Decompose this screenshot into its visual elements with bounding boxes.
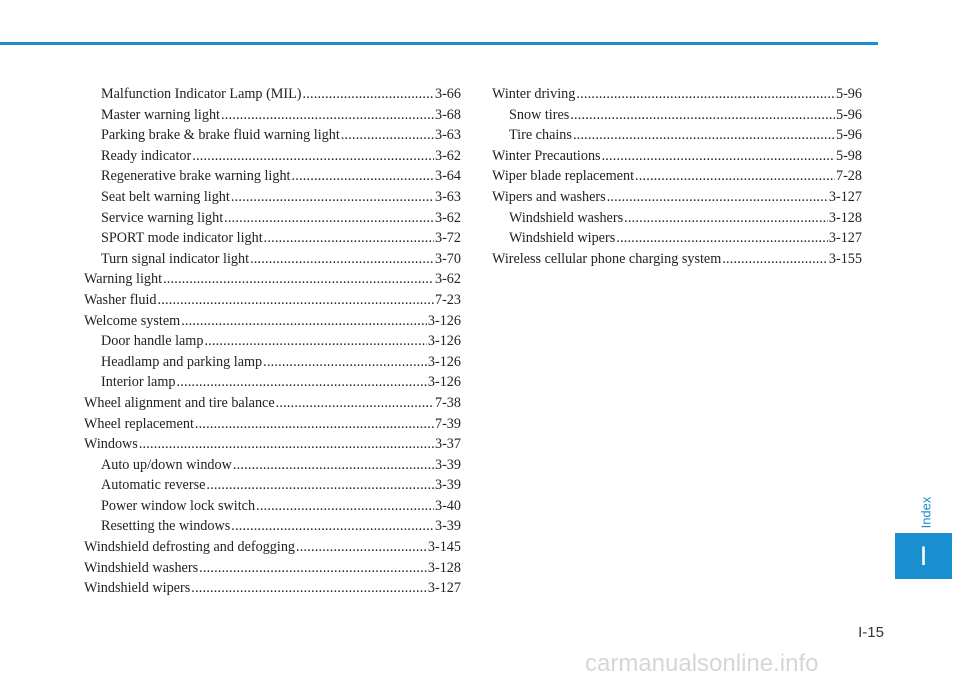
index-entry[interactable] bbox=[492, 187, 862, 208]
index-entry[interactable] bbox=[84, 475, 461, 496]
index-entry-label: Automatic reverse bbox=[101, 477, 206, 494]
index-entry-label: SPORT mode indicator light bbox=[101, 230, 263, 247]
index-entry-page: 3-126 bbox=[427, 374, 461, 391]
dot-leader bbox=[206, 475, 434, 496]
index-entry[interactable] bbox=[492, 228, 862, 249]
index-entry-page: 3-70 bbox=[434, 250, 461, 267]
dot-leader bbox=[256, 496, 434, 517]
index-column-left bbox=[84, 84, 461, 599]
index-entry[interactable] bbox=[84, 372, 461, 393]
watermark: carmanualsonline.info bbox=[585, 650, 819, 677]
index-entry[interactable] bbox=[84, 269, 461, 290]
index-entry-page: 5-96 bbox=[835, 106, 862, 123]
index-entry-page: 3-66 bbox=[434, 86, 461, 102]
index-entry-label: Resetting the windows bbox=[101, 518, 231, 535]
index-entry-label: Wheel replacement bbox=[84, 415, 194, 432]
dot-leader bbox=[635, 166, 835, 187]
section-tab[interactable] bbox=[895, 533, 952, 579]
index-entry[interactable] bbox=[84, 516, 461, 537]
dot-leader bbox=[303, 84, 434, 105]
index-entry[interactable] bbox=[84, 537, 461, 558]
index-entry[interactable] bbox=[492, 166, 862, 187]
dot-leader bbox=[204, 331, 426, 352]
index-entry-label: Wiper blade replacement bbox=[492, 168, 635, 185]
index-entry[interactable] bbox=[84, 434, 461, 455]
index-entry[interactable] bbox=[492, 208, 862, 229]
index-entry-label: Regenerative brake warning light bbox=[101, 168, 291, 185]
index-entry[interactable] bbox=[84, 228, 461, 249]
index-entry-label: Wheel alignment and tire balance bbox=[84, 394, 275, 411]
dot-leader bbox=[341, 125, 434, 146]
index-entry[interactable] bbox=[84, 125, 461, 146]
index-entry-page: 3-39 bbox=[434, 477, 461, 494]
index-entry-page: 5-96 bbox=[835, 127, 862, 144]
index-entry-label: Windshield wipers bbox=[509, 230, 616, 247]
dot-leader bbox=[231, 187, 434, 208]
index-entry-label: Winter Precautions bbox=[492, 147, 601, 164]
dot-leader bbox=[231, 516, 434, 537]
index-entry-label: Interior lamp bbox=[101, 374, 176, 391]
index-entry-page: 3-39 bbox=[434, 456, 461, 473]
index-entry-label: Windshield washers bbox=[84, 559, 199, 576]
page-number: I-15 bbox=[858, 624, 884, 641]
dot-leader bbox=[176, 372, 426, 393]
index-entry[interactable] bbox=[84, 166, 461, 187]
index-entry-label: Door handle lamp bbox=[101, 333, 204, 350]
index-entry-page: 3-62 bbox=[434, 147, 461, 164]
dot-leader bbox=[607, 187, 828, 208]
dot-leader bbox=[263, 352, 427, 373]
index-entry-label: Windows bbox=[84, 436, 138, 453]
index-entry-label: Malfunction Indicator Lamp (MIL) bbox=[101, 86, 302, 102]
dot-leader bbox=[195, 414, 434, 435]
index-entry-page: 3-72 bbox=[434, 230, 461, 247]
index-entry-page: 3-62 bbox=[434, 209, 461, 226]
index-entry[interactable] bbox=[492, 125, 862, 146]
index-entry-label: Ready indicator bbox=[101, 147, 192, 164]
index-entry-label: Power window lock switch bbox=[101, 497, 256, 514]
dot-leader bbox=[192, 146, 434, 167]
index-entry-label: Seat belt warning light bbox=[101, 188, 230, 205]
index-entry-page: 5-98 bbox=[835, 147, 862, 164]
index-column-right bbox=[492, 84, 862, 269]
index-entry[interactable] bbox=[84, 455, 461, 476]
index-entry-label: Snow tires bbox=[509, 106, 570, 123]
dot-leader bbox=[722, 249, 828, 270]
index-entry-label: Headlamp and parking lamp bbox=[101, 353, 263, 370]
index-entry[interactable] bbox=[492, 84, 862, 105]
index-entry-page: 3-63 bbox=[434, 127, 461, 144]
dot-leader bbox=[276, 393, 434, 414]
index-entry-label: Master warning light bbox=[101, 106, 220, 123]
index-entry-label: Wireless cellular phone charging system bbox=[492, 250, 722, 267]
index-entry[interactable] bbox=[84, 311, 461, 332]
index-entry-label: Tire chains bbox=[509, 127, 572, 144]
index-entry[interactable] bbox=[492, 146, 862, 167]
index-entry-label: Warning light bbox=[84, 271, 163, 288]
dot-leader bbox=[181, 311, 427, 332]
dot-leader bbox=[616, 228, 828, 249]
index-entry-page: 3-62 bbox=[434, 271, 461, 288]
index-entry[interactable] bbox=[84, 105, 461, 126]
index-entry-page: 7-28 bbox=[835, 168, 862, 185]
index-entry-label: Service warning light bbox=[101, 209, 224, 226]
index-entry-page: 3-40 bbox=[434, 497, 461, 514]
index-entry[interactable] bbox=[84, 393, 461, 414]
index-entry-label: Windshield washers bbox=[509, 209, 624, 226]
index-entry[interactable] bbox=[84, 496, 461, 517]
dot-leader bbox=[296, 537, 427, 558]
section-label bbox=[900, 492, 952, 532]
dot-leader bbox=[158, 290, 434, 311]
index-entry[interactable] bbox=[84, 290, 461, 311]
index-entry-label: Winter driving bbox=[492, 86, 576, 102]
index-entry[interactable] bbox=[84, 414, 461, 435]
dot-leader bbox=[573, 125, 835, 146]
index-entry[interactable] bbox=[492, 105, 862, 126]
index-entry-page: 3-37 bbox=[434, 436, 461, 453]
index-entry-page: 3-127 bbox=[828, 230, 862, 247]
index-entry-page: 3-127 bbox=[427, 580, 461, 597]
index-entry[interactable] bbox=[84, 187, 461, 208]
index-entry[interactable] bbox=[84, 352, 461, 373]
index-entry-label: Parking brake & brake fluid warning light bbox=[101, 127, 340, 144]
index-entry-page: 7-38 bbox=[434, 394, 461, 411]
dot-leader bbox=[602, 146, 835, 167]
header-rule bbox=[0, 42, 878, 45]
section-tab-letter: I bbox=[919, 540, 928, 571]
dot-leader bbox=[624, 208, 828, 229]
dot-leader bbox=[264, 228, 434, 249]
dot-leader bbox=[199, 558, 427, 579]
dot-leader bbox=[250, 249, 434, 270]
index-entry-page: 3-145 bbox=[427, 539, 461, 556]
index-entry-page: 7-39 bbox=[434, 415, 461, 432]
dot-leader bbox=[221, 105, 434, 126]
section-label-text: Index bbox=[918, 496, 934, 528]
index-entry-label: Welcome system bbox=[84, 312, 181, 329]
index-entry[interactable] bbox=[84, 331, 461, 352]
index-entry-label: Windshield wipers bbox=[84, 580, 191, 597]
index-entry-page: 3-64 bbox=[434, 168, 461, 185]
index-entry-label: Turn signal indicator light bbox=[101, 250, 250, 267]
dot-leader bbox=[576, 84, 835, 105]
index-entry-page: 3-127 bbox=[828, 188, 862, 205]
index-entry[interactable] bbox=[84, 249, 461, 270]
index-entry[interactable] bbox=[84, 146, 461, 167]
dot-leader bbox=[233, 455, 434, 476]
index-entry-page: 7-23 bbox=[434, 291, 461, 308]
index-entry-page: 3-126 bbox=[427, 353, 461, 370]
index-entry-label: Wipers and washers bbox=[492, 188, 606, 205]
index-entry-label: Auto up/down window bbox=[101, 456, 232, 473]
index-entry-page: 3-39 bbox=[434, 518, 461, 535]
index-entry[interactable] bbox=[84, 208, 461, 229]
dot-leader bbox=[570, 105, 835, 126]
index-entry-page: 3-155 bbox=[828, 250, 862, 267]
index-entry-label: Washer fluid bbox=[84, 291, 157, 308]
index-entry-page: 3-63 bbox=[434, 188, 461, 205]
index-entry-page: 3-128 bbox=[828, 209, 862, 226]
index-entry-page: 3-126 bbox=[427, 312, 461, 329]
index-entry-page: 5-96 bbox=[835, 86, 862, 102]
index-entry[interactable] bbox=[492, 249, 862, 270]
dot-leader bbox=[139, 434, 434, 455]
index-entry-label: Windshield defrosting and defogging bbox=[84, 539, 296, 556]
index-entry[interactable] bbox=[84, 558, 461, 579]
dot-leader bbox=[191, 578, 427, 599]
index-entry[interactable] bbox=[84, 84, 461, 105]
index-entry-page: 3-68 bbox=[434, 106, 461, 123]
index-entry[interactable] bbox=[84, 578, 461, 599]
dot-leader bbox=[163, 269, 434, 290]
dot-leader bbox=[224, 208, 434, 229]
index-entry-page: 3-126 bbox=[427, 333, 461, 350]
index-entry-page: 3-128 bbox=[427, 559, 461, 576]
dot-leader bbox=[292, 166, 434, 187]
